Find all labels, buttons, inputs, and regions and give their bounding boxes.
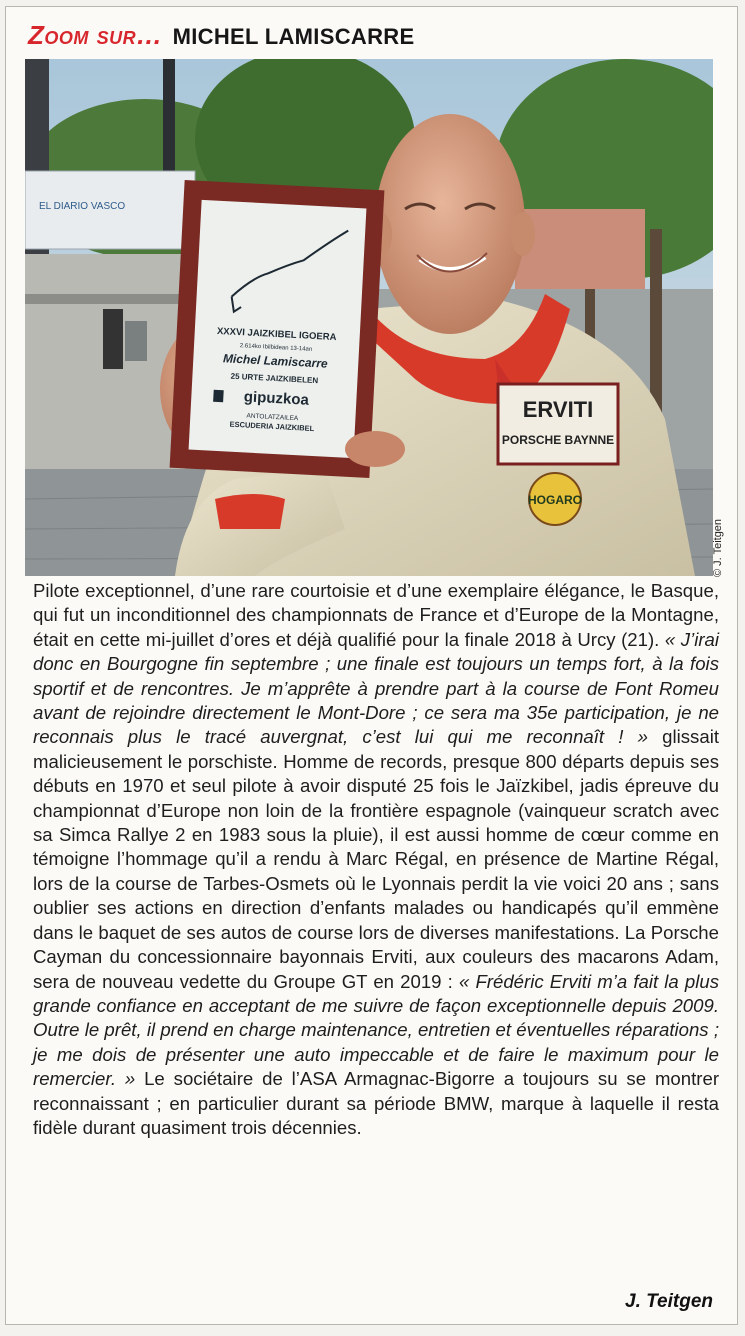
article-quote-2: « Frédéric Erviti m’a fait la plus grande confiance en acceptant de me suivre de façon exceptionnelle depuis 2009. Outre le prêt, il prend en charge maintenance, entretien et éventuelles réparations ; je me dois de présenter une auto impeccable et de faire le maximum pour le remercier. » <box>33 970 719 1090</box>
pilot-head <box>375 114 525 334</box>
article-text-2: glissait malicieusement le porschiste. Homme de records, presque 800 départs depuis ses débuts en 1970 et seul pilote à avoir disputé 25 fois le Jaïzkibel, jadis épreuve du championnat d’Europe non loin de la frontière espagnole (vainqueur scratch avec sa Simca Rallye 2 en 1983 sous la pluie), il est aussi homme de cœur comme en témoigne l’hommage qu’il a rendu à Marc Régal, en présence de Martine Régal, lors de la course de Tarbes-Osmets où le Lyonnais perdit la vie voici 20 ans ; sans oublier ses actions en direction d’enfants malades ou handicapés qu’il emmène dans le baquet de ses autos de course lors de diverses manifestations. La Porsche Cayman du concessionnaire bayonnais Erviti, aux couleurs des macarons Adam, sera de nouveau vedette du Groupe GT en 2019 : <box>33 726 719 992</box>
plaque-line2: 2.614ko Ibilbidean 13-14an <box>239 343 313 353</box>
portrait-photo <box>25 59 713 576</box>
photo-credit-text: © J. Teitgen <box>712 518 724 577</box>
article-quote-1: « J’irai donc en Bourgogne fin septembre ; une finale est toujours un temps fort, à la fois sportif et de rencontres. Je m’apprête à prendre part à la course de Font Romeu avant de rejoindre directement le Mont-Dore ; ce sera ma 35e participation, je ne reconnais plus le tracé auvergnat, c’est lui qui me reconnaît ! » <box>33 628 719 748</box>
suit-logo-text: HOGARO <box>528 493 582 507</box>
plaque-line5: ESCUDERIA JAIZKIBEL <box>229 419 315 434</box>
article-text-3: Le sociétaire de l’ASA Armagnac-Bigorre a toujours su se montrer reconnaissant ; en particulier durant sa période BMW, marque à laquelle il resta fidèle durant quasiment trois décennies. <box>33 1068 720 1138</box>
article-header <box>28 20 414 54</box>
plaque-name: Michel Lamiscarre <box>222 351 328 371</box>
suit-patch <box>498 384 618 464</box>
article-text-1: Pilote exceptionnel, d’une rare courtoisie et d’une exemplaire élégance, le Basque, qui fut un inconditionnel des championnats de France et d’Europe de la Montagne, était en cette mi-juillet d’ores et déjà qualifié pour la finale 2018 à Urcy (21). <box>33 580 719 650</box>
author-signature: J. Teitgen <box>625 1291 713 1312</box>
section-kicker: Zoom sur… <box>28 20 163 50</box>
building <box>515 209 645 289</box>
plaque-sponsor: gipuzkoa <box>243 388 310 409</box>
suit-patch-text: ERVITI <box>522 397 594 422</box>
suit-patch-subtext: PORSCHE BAYNNE <box>501 433 615 447</box>
lamp-post <box>163 59 175 179</box>
plaque-line3: 25 URTE JAIZKIBELEN <box>230 371 319 386</box>
shield-icon <box>213 390 224 403</box>
article-subject: MICHEL LAMISCARRE <box>172 24 415 49</box>
award-plaque <box>170 180 385 478</box>
photo-illustration <box>25 59 713 576</box>
banner-text: EL DIARIO VASCO <box>39 201 126 212</box>
plaque-line1: XXXVI JAIZKIBEL IGOERA <box>216 325 337 344</box>
article-body <box>33 579 719 1140</box>
plaque-line4: ANTOLATZAILEA <box>246 412 299 423</box>
